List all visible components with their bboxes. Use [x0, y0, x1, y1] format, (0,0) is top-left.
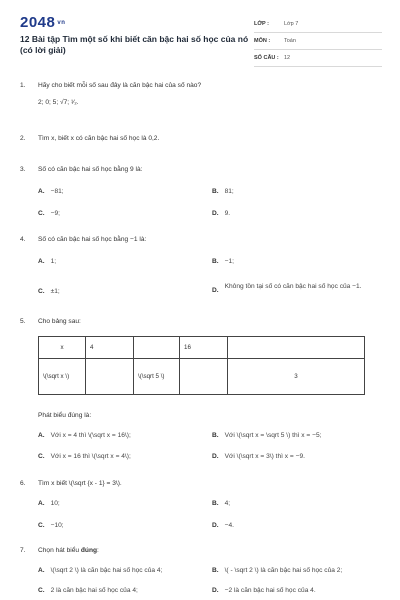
meta-info: [254, 16, 382, 67]
logo-suffix: vn: [57, 20, 66, 27]
option-c[interactable]: C. −9;: [38, 210, 60, 217]
option-b[interactable]: B. Với \(\sqrt x = \sqrt 5 \) thì x = −5;: [212, 432, 322, 439]
option-d[interactable]: D. −4.: [212, 522, 234, 529]
option-a[interactable]: A. 10;: [38, 500, 60, 507]
option-c[interactable]: C. ±1;: [38, 288, 60, 295]
option-d[interactable]: D. 9.: [212, 210, 231, 217]
mon-label: MÔN :: [254, 38, 271, 44]
table-cell: 4: [86, 337, 134, 359]
logo-text: 2048: [20, 14, 56, 31]
question-prompt: Phát biểu đúng là:: [38, 412, 92, 419]
table-row: [39, 359, 365, 395]
option-a[interactable]: A. \(\sqrt 2 \) là căn bậc hai số học của 4;: [38, 567, 163, 574]
page-header: [20, 14, 382, 66]
question-text: Số có căn bậc hai số học bằng 9 là:: [38, 166, 143, 173]
option-b[interactable]: B. \( - \sqrt 2 \) là căn bậc hai số học của 2;: [212, 567, 343, 574]
option-b[interactable]: B. 81;: [212, 188, 234, 195]
question-number: 3.: [20, 166, 26, 173]
option-b[interactable]: B. 4;: [212, 500, 231, 507]
option-c[interactable]: C. 2 là căn bậc hai số học của 4;: [38, 587, 138, 594]
lop-value: Lớp 7: [284, 21, 299, 27]
socau-label: SỐ CÂU :: [254, 55, 279, 61]
meta-row-mon: [254, 33, 382, 50]
table-cell: [86, 359, 134, 395]
table-cell: x: [39, 337, 86, 359]
option-a[interactable]: A. −81;: [38, 188, 64, 195]
socau-value: 12: [284, 55, 291, 61]
question-number: 5.: [20, 318, 26, 325]
site-logo[interactable]: [20, 14, 65, 31]
question-text: Tìm x biết \(\sqrt {x - 1} = 3\).: [38, 480, 122, 487]
table-cell: \(\sqrt 5 \): [134, 359, 180, 395]
question-text: Hãy cho biết mỗi số sau đây là căn bậc hai của số nào?: [38, 82, 202, 89]
question-text: Cho bảng sau:: [38, 318, 81, 325]
question-number: 4.: [20, 236, 26, 243]
question-text: Số có căn bậc hai số học bằng −1 là:: [38, 236, 147, 243]
option-a[interactable]: A. 1;: [38, 258, 57, 265]
table-cell: [228, 337, 365, 359]
option-c[interactable]: C. −10;: [38, 522, 64, 529]
option-c[interactable]: C. Với x = 16 thì \(\sqrt x = 4\);: [38, 453, 131, 460]
value-table: [38, 336, 365, 395]
option-d[interactable]: D. −2 là căn bậc hai số học của 4.: [212, 587, 316, 594]
option-d[interactable]: D. Với \(\sqrt x = 3\) thì x = −9.: [212, 453, 305, 460]
table-cell: 16: [180, 337, 228, 359]
meta-row-lop: [254, 16, 382, 33]
table-cell: [180, 359, 228, 395]
table-cell: \(\sqrt x \): [39, 359, 86, 395]
question-text: Tìm x, biết x có căn bậc hai số học là 0,2.: [38, 135, 160, 142]
question-number: 2.: [20, 135, 26, 142]
option-a[interactable]: A. Với x = 4 thì \(\sqrt x = 16\);: [38, 432, 131, 439]
table-row: [39, 337, 365, 359]
table-cell: 3: [228, 359, 365, 395]
question-number: 1.: [20, 82, 26, 89]
meta-row-socau: [254, 50, 382, 67]
mon-value: Toán: [284, 38, 296, 44]
question-number: 7.: [20, 547, 26, 554]
question-subtext: 2; 0; 5; √7; ¹⁄₂.: [38, 99, 79, 106]
option-b[interactable]: B. −1;: [212, 258, 234, 265]
lop-label: LỚP :: [254, 21, 269, 27]
table-cell: [134, 337, 180, 359]
question-text-emphasis: đúng: [80, 547, 98, 554]
option-d[interactable]: D. Không tồn tại số có căn bậc hai số học của −1.: [212, 283, 362, 294]
question-text-main: Chọn hát biểu: [38, 547, 80, 554]
question-number: 6.: [20, 480, 26, 487]
question-text: Chọn hát biểu đúng:: [38, 547, 99, 554]
page-title: 12 Bài tập Tìm một số khi biết căn bậc hai số học của nó (có lời giải): [20, 34, 249, 55]
